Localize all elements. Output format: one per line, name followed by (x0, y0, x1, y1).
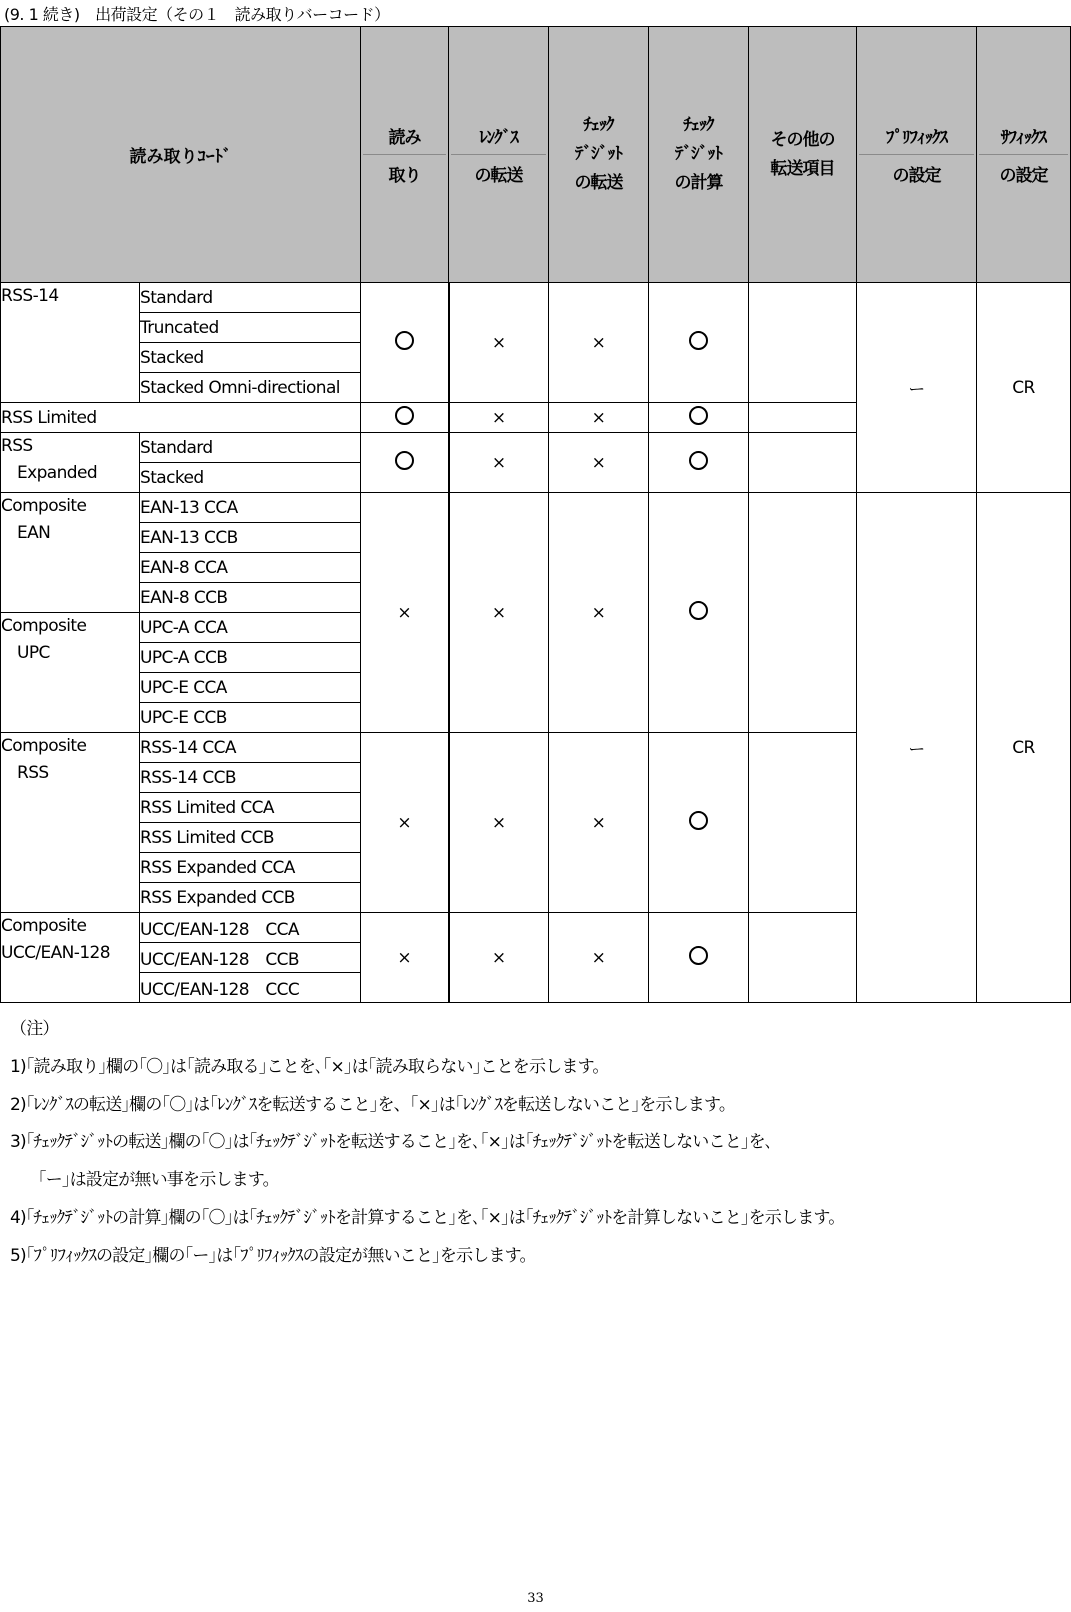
variant-cell: RSS Expanded CCB (140, 883, 361, 913)
header-prefix: ﾌﾟﾘﾌｨｯｸｽ の設定 (857, 27, 977, 283)
circle-mark-icon (395, 406, 414, 425)
variant-cell: Stacked Omni-directional (140, 373, 361, 403)
note-line: 1)｢読み取り｣欄の｢〇｣は｢読み取る｣ことを､｢×｣は｢読み取らない｣ことを示します。 (10, 1057, 609, 1077)
variant-cell: EAN-13 CCA (140, 493, 361, 523)
variant-cell: UPC-A CCA (140, 613, 361, 643)
prefix-cell: ー (857, 493, 977, 1003)
cd-send-cell: × (549, 913, 649, 1003)
note-line: 5)｢ﾌﾟﾘﾌｨｯｸｽの設定｣欄の｢ー｣は｢ﾌﾟﾘﾌｨｯｸｽの設定が無いこと｣を示します。 (10, 1246, 536, 1266)
cd-calc-cell (649, 913, 749, 1003)
other-cell (749, 433, 857, 493)
other-cell (749, 283, 857, 403)
variant-cell: UCC/EAN-128 CCB (140, 943, 361, 973)
other-cell (749, 493, 857, 733)
variant-cell: UPC-E CCA (140, 673, 361, 703)
variant-cell: RSS Limited CCA (140, 793, 361, 823)
other-cell (749, 733, 857, 913)
variant-cell: UPC-A CCB (140, 643, 361, 673)
circle-mark-icon (689, 811, 708, 830)
header-row (1, 27, 1071, 283)
variant-cell: EAN-8 CCB (140, 583, 361, 613)
variant-cell: Standard (140, 283, 361, 313)
circle-mark-icon (689, 601, 708, 620)
group-label: Composite EAN (1, 493, 140, 613)
header-code: 読み取りｺｰﾄﾞ (1, 27, 361, 283)
variant-cell: RSS Expanded CCA (140, 853, 361, 883)
group-label: RSS-14 (1, 283, 140, 403)
read-cell (361, 283, 449, 403)
cd-calc-cell (649, 733, 749, 913)
code-label: RSS Limited (1, 403, 361, 433)
cd-send-cell: × (549, 403, 649, 433)
variant-cell: UPC-E CCB (140, 703, 361, 733)
length-cell: × (449, 493, 549, 733)
group-label: Composite UPC (1, 613, 140, 733)
length-cell: × (449, 433, 549, 493)
group-label: Composite UCC/EAN-128 (1, 913, 140, 1003)
cd-calc-cell (649, 493, 749, 733)
group-label: Composite RSS (1, 733, 140, 913)
suffix-cell: CR (977, 283, 1071, 493)
page-heading: (9. 1 続き) 出荷設定（その１ 読み取りバーコード） (4, 5, 390, 24)
length-cell: × (449, 733, 549, 913)
header-suffix: ｻﾌｨｯｸｽ の設定 (977, 27, 1071, 283)
variant-cell: UCC/EAN-128 CCC (140, 973, 361, 1003)
circle-mark-icon (395, 451, 414, 470)
variant-cell: Stacked (140, 343, 361, 373)
header-cd-send: ﾁｪｯｸ ﾃﾞｼﾞｯﾄ の転送 (549, 27, 649, 283)
notes-title: （注） (10, 1019, 59, 1039)
variant-cell: RSS-14 CCB (140, 763, 361, 793)
read-cell (361, 433, 449, 493)
read-cell: × (361, 493, 449, 733)
note-line: ｢ー｣は設定が無い事を示します。 (38, 1170, 279, 1190)
length-cell: × (449, 913, 549, 1003)
note-line: 3)｢ﾁｪｯｸﾃﾞｼﾞｯﾄの転送｣欄の｢〇｣は｢ﾁｪｯｸﾃﾞｼﾞｯﾄを転送すること｣を､｢×｣は｢ﾁｪｯｸﾃﾞｼﾞｯﾄを転送しないこと｣を､ (10, 1132, 773, 1152)
circle-mark-icon (689, 451, 708, 470)
table-row (1, 283, 1071, 313)
variant-cell: Truncated (140, 313, 361, 343)
read-cell (361, 403, 449, 433)
other-cell (749, 913, 857, 1003)
circle-mark-icon (689, 946, 708, 965)
cd-send-cell: × (549, 733, 649, 913)
variant-cell: Standard (140, 433, 361, 463)
length-cell: × (449, 283, 549, 403)
cd-send-cell: × (549, 493, 649, 733)
cd-send-cell: × (549, 283, 649, 403)
circle-mark-icon (689, 406, 708, 425)
other-cell (749, 403, 857, 433)
cd-calc-cell (649, 283, 749, 403)
length-cell: × (449, 403, 549, 433)
page-number: 33 (527, 1591, 544, 1606)
cd-calc-cell (649, 433, 749, 493)
variant-cell: Stacked (140, 463, 361, 493)
circle-mark-icon (689, 331, 708, 350)
header-cd-calc: ﾁｪｯｸ ﾃﾞｼﾞｯﾄ の計算 (649, 27, 749, 283)
table-row (1, 493, 1071, 523)
header-length: ﾚﾝｸﾞｽ の転送 (449, 27, 549, 283)
barcode-settings-table (0, 26, 1071, 1003)
variant-cell: RSS Limited CCB (140, 823, 361, 853)
cd-calc-cell (649, 403, 749, 433)
circle-mark-icon (395, 331, 414, 350)
variant-cell: EAN-8 CCA (140, 553, 361, 583)
variant-cell: UCC/EAN-128 CCA (140, 913, 361, 943)
read-cell: × (361, 733, 449, 913)
group-label: RSS Expanded (1, 433, 140, 493)
suffix-cell: CR (977, 493, 1071, 1003)
prefix-cell: ー (857, 283, 977, 493)
cd-send-cell: × (549, 433, 649, 493)
header-read: 読み 取り (361, 27, 449, 283)
header-other: その他の 転送項目 (749, 27, 857, 283)
variant-cell: RSS-14 CCA (140, 733, 361, 763)
note-line: 2)｢ﾚﾝｸﾞｽの転送｣欄の｢〇｣は｢ﾚﾝｸﾞｽを転送すること｣を、｢×｣は｢ﾚﾝｸﾞｽを転送しないこと｣を示します。 (10, 1095, 736, 1115)
variant-cell: EAN-13 CCB (140, 523, 361, 553)
read-cell: × (361, 913, 449, 1003)
note-line: 4)｢ﾁｪｯｸﾃﾞｼﾞｯﾄの計算｣欄の｢〇｣は｢ﾁｪｯｸﾃﾞｼﾞｯﾄを計算すること｣を､｢×｣は｢ﾁｪｯｸﾃﾞｼﾞｯﾄを計算しないこと｣を示します。 (10, 1208, 845, 1228)
